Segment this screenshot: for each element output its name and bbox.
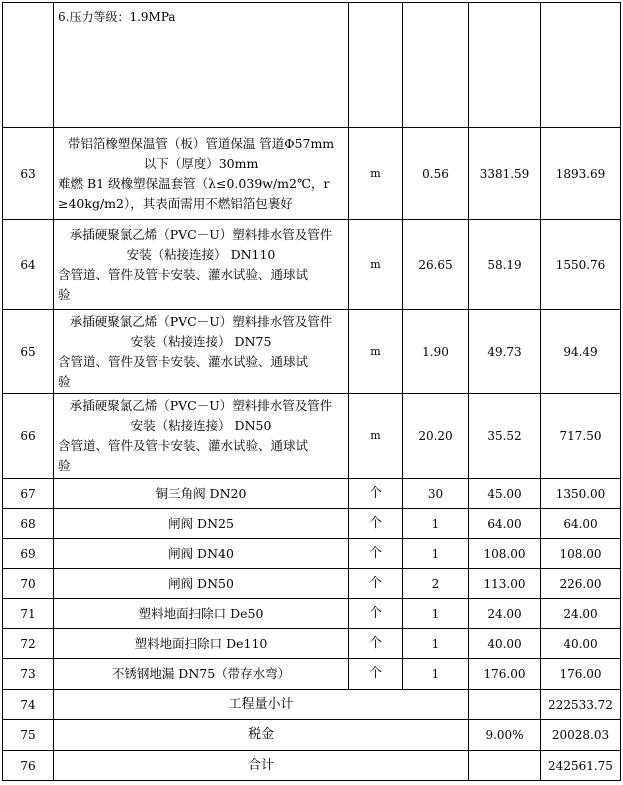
row-number: 76	[3, 751, 54, 781]
amount-cell: 20028.03	[541, 720, 621, 751]
unit-price-cell: 24.00	[469, 599, 541, 629]
row-number: 69	[3, 539, 54, 569]
rate-cell: 9.00%	[469, 720, 541, 751]
row-number: 63	[3, 128, 54, 220]
rate-cell	[469, 690, 541, 720]
table-row	[3, 310, 621, 394]
amount-cell: 717.50	[541, 394, 621, 479]
summary-label: 税金	[54, 720, 469, 751]
amount-cell: 64.00	[541, 509, 621, 539]
quantity-cell: 26.65	[403, 220, 469, 310]
item-description: 铜三角阀 DN20	[54, 479, 349, 509]
summary-label: 工程量小计	[54, 690, 469, 720]
item-description: 闸阀 DN40	[54, 539, 349, 569]
table-row	[3, 629, 621, 659]
table-row	[3, 509, 621, 539]
row-number: 65	[3, 310, 54, 394]
amount-cell: 242561.75	[541, 751, 621, 781]
quantity-cell: 1	[403, 629, 469, 659]
item-description: 承插硬聚氯乙烯（PVC－U）塑料排水管及管件 安装（粘接连接） DN110 含管道、管件及管卡安装、灌水试验、通球试 验	[54, 220, 349, 310]
amount-cell: 176.00	[541, 659, 621, 690]
quantity-cell: 1	[403, 659, 469, 690]
item-description: 承插硬聚氯乙烯（PVC－U）塑料排水管及管件 安装（粘接连接） DN75 含管道、管件及管卡安装、灌水试验、通球试 验	[54, 310, 349, 394]
row-number: 71	[3, 599, 54, 629]
quote-table	[2, 2, 621, 781]
unit-price-cell: 64.00	[469, 509, 541, 539]
table-row	[3, 3, 621, 128]
unit-price-cell: 113.00	[469, 569, 541, 599]
item-description: 塑料地面扫除口 De50	[54, 599, 349, 629]
row-number: 70	[3, 569, 54, 599]
unit-cell: 个	[349, 569, 403, 599]
row-number: 73	[3, 659, 54, 690]
row-number: 66	[3, 394, 54, 479]
row-number: 68	[3, 509, 54, 539]
quantity-cell: 20.20	[403, 394, 469, 479]
row-number: 74	[3, 690, 54, 720]
table-row	[3, 220, 621, 310]
amount-cell: 222533.72	[541, 690, 621, 720]
amount-cell: 94.49	[541, 310, 621, 394]
table-row	[3, 394, 621, 479]
summary-label: 合计	[54, 751, 469, 781]
item-description: 带铝箔橡塑保温管（板）管道保温 管道Φ57mm 以下（厚度）30mm 难燃 B1 级橡塑保温套管（λ≤0.039w/m2℃，r ≥40kg/m2），其表面需用不燃铝箔包裹好	[54, 128, 349, 220]
table-row	[3, 659, 621, 690]
quantity-cell: 1	[403, 539, 469, 569]
unit-price-cell: 58.19	[469, 220, 541, 310]
quantity-cell: 1	[403, 509, 469, 539]
amount-cell: 40.00	[541, 629, 621, 659]
row-number: 67	[3, 479, 54, 509]
amount-cell: 1893.69	[541, 128, 621, 220]
unit-price-cell: 176.00	[469, 659, 541, 690]
amount-cell: 108.00	[541, 539, 621, 569]
row-number: 75	[3, 720, 54, 751]
item-description: 闸阀 DN50	[54, 569, 349, 599]
unit-cell: m	[349, 128, 403, 220]
amount-cell: 1350.00	[541, 479, 621, 509]
item-description: 承插硬聚氯乙烯（PVC－U）塑料排水管及管件 安装（粘接连接） DN50 含管道、管件及管卡安装、灌水试验、通球试 验	[54, 394, 349, 479]
quantity-cell: 0.56	[403, 128, 469, 220]
table-row	[3, 479, 621, 509]
quantity-cell: 2	[403, 569, 469, 599]
unit-price-cell: 45.00	[469, 479, 541, 509]
item-description: 6.压力等级：1.9MPa	[54, 3, 349, 128]
amount-cell: 1550.76	[541, 220, 621, 310]
unit-cell: 个	[349, 599, 403, 629]
item-description: 闸阀 DN25	[54, 509, 349, 539]
unit-cell: 个	[349, 629, 403, 659]
unit-price-cell: 35.52	[469, 394, 541, 479]
unit-price-cell: 3381.59	[469, 128, 541, 220]
unit-cell: m	[349, 310, 403, 394]
unit-price-cell: 108.00	[469, 539, 541, 569]
row-number: 72	[3, 629, 54, 659]
unit-cell: 个	[349, 479, 403, 509]
unit-cell: m	[349, 394, 403, 479]
unit-cell: 个	[349, 539, 403, 569]
summary-row	[3, 690, 621, 720]
unit-cell: 个	[349, 659, 403, 690]
unit-price-cell: 40.00	[469, 629, 541, 659]
amount-cell: 24.00	[541, 599, 621, 629]
item-description: 不锈钢地漏 DN75（带存水弯）	[54, 659, 349, 690]
item-description: 塑料地面扫除口 De110	[54, 629, 349, 659]
summary-row	[3, 751, 621, 781]
table-row	[3, 599, 621, 629]
table-row	[3, 539, 621, 569]
row-number: 64	[3, 220, 54, 310]
rate-cell	[469, 751, 541, 781]
amount-cell: 226.00	[541, 569, 621, 599]
quantity-cell: 30	[403, 479, 469, 509]
unit-cell: 个	[349, 509, 403, 539]
quantity-cell: 1.90	[403, 310, 469, 394]
unit-price-cell: 49.73	[469, 310, 541, 394]
unit-cell: m	[349, 220, 403, 310]
table-row	[3, 569, 621, 599]
table-row	[3, 128, 621, 220]
summary-row	[3, 720, 621, 751]
quantity-cell: 1	[403, 599, 469, 629]
